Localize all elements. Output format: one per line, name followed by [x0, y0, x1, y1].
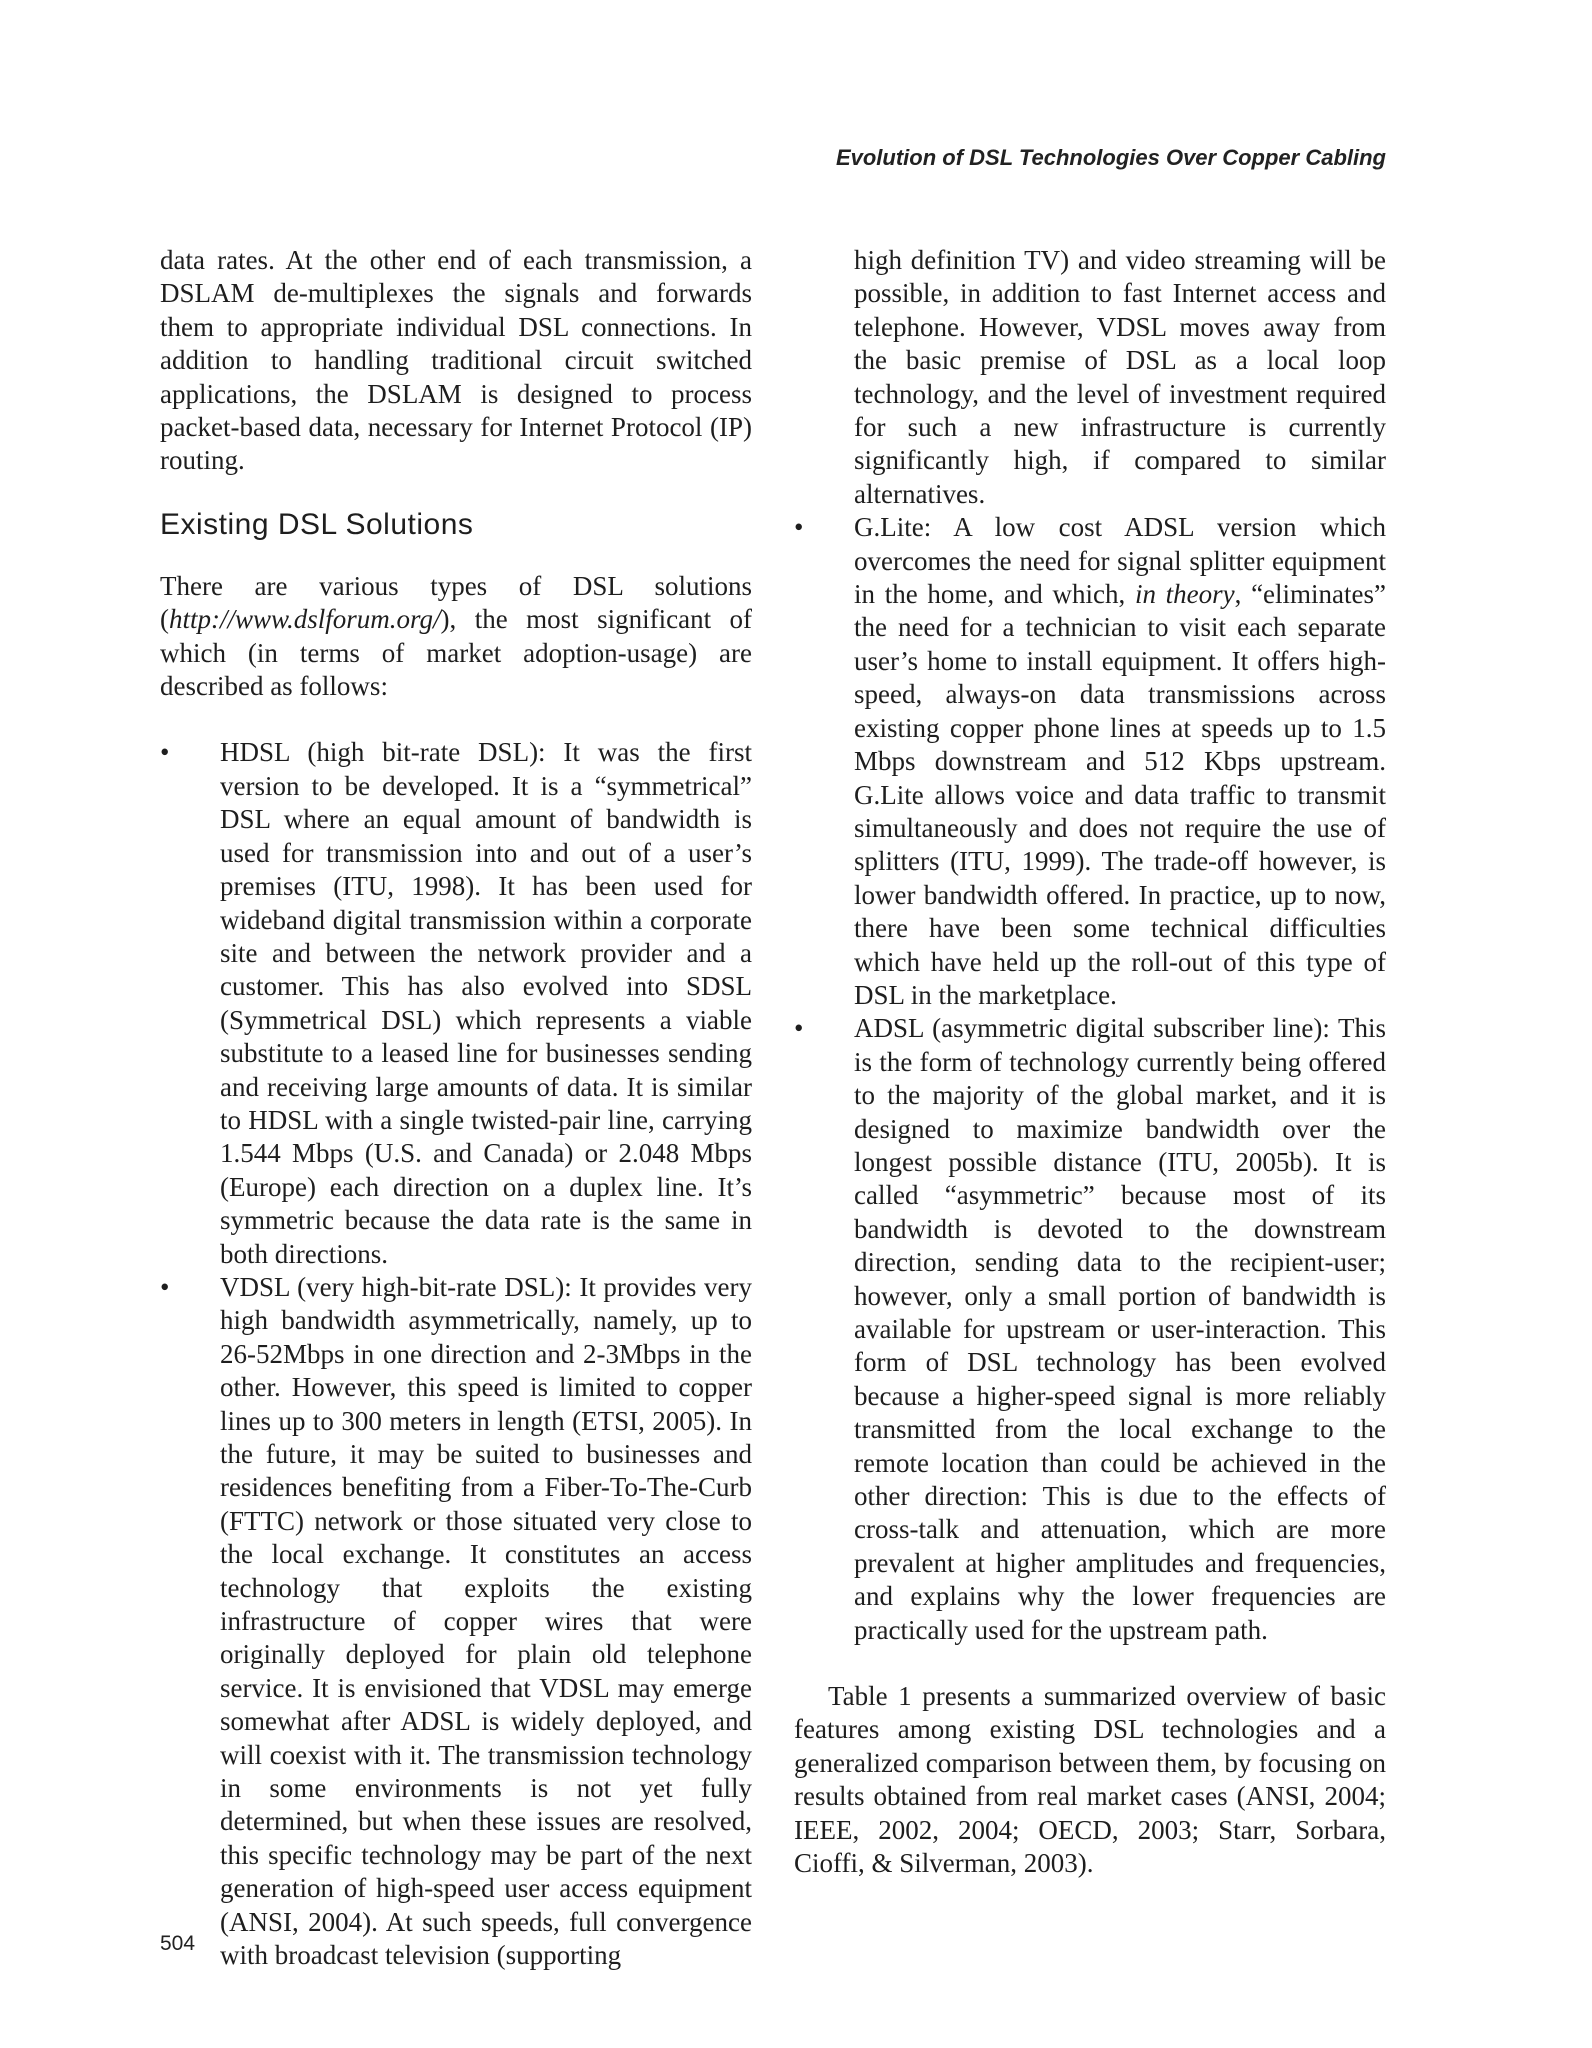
bullet-glyph: •: [794, 1013, 804, 1044]
bullet-glyph: •: [160, 737, 170, 768]
section-heading: Existing DSL Solutions: [160, 507, 474, 541]
table-summary-paragraph: Table 1 presents a summarized overview of basic features among existing DSL technologies and a generalized comparison between them, by focusing on results obtained from real market cases (ANSI, 2004; IEEE, 2002, 2004; OECD, 2003; Starr, Sorbara, Cioffi, & Silverman, 2003).: [794, 1681, 1386, 1879]
glite-text-end: , “eliminates” the need for a technician to visit each separate user’s home to install equipment. It offers high-speed, always-on data transmissions across existing copper phone lines at speeds up to 1.5 Mbps downstream and 512 Kbps upstream. G.Lite allows voice and data traffic to transmit simultaneously and does not require the use of splitters (ITU, 1999). The trade-off however, is lower bandwidth offered. In practice, up to now, there have been some technical difficulties which have held up the roll-out of this type of DSL in the marketplace.: [854, 579, 1387, 1010]
vdsl-text: VDSL (very high-bit-rate DSL): It provides very high bandwidth asymmetrically, namely, up to 26-52Mbps in one direction and 2-3Mbps in the other. However, this speed is limited to copper lines up to 300 meters in length (ETSI, 2005). In the future, it may be suited to businesses and residences benefiting from a Fiber-To-The-Curb (FTTC) network or those situated very close to the local exchange. It constitutes an access technology that exploits the existing infrastructure of copper wires that were originally deployed for plain old telephone service. It is envisioned that VDSL may emerge somewhat after ADSL is widely deployed, and will coexist with it. The transmission technology in some environments is not yet fully determined, but when these issues are resolved, this specific technology may be part of the next generation of high-speed user access equipment (ANSI, 2004). At such speeds, full convergence with broadcast television (supporting: [220, 1271, 752, 1971]
list-item-glite: [794, 511, 1386, 1012]
list-item-adsl: [794, 1012, 1386, 1647]
solutions-intro-text-end: ), the most significant of which (in terms of market adoption-usage) are described as follows:: [160, 604, 752, 702]
dsl-forum-link[interactable]: http://www.dslforum.org/: [169, 604, 441, 635]
bullet-glyph: •: [160, 1271, 170, 1302]
list-item-hdsl: [160, 736, 752, 1271]
solutions-intro-paragraph: [160, 570, 752, 704]
dsl-types-list-continued: [794, 244, 1386, 1647]
left-column: [160, 244, 752, 1973]
vdsl-continuation-text: high definition TV) and video streaming will be possible, in addition to fast Internet access and telephone. However, VDSL moves away from the basic premise of DSL as a local loop technology, and the level of investment required for such a new infrastructure is currently significantly high, if compared to similar alternatives.: [854, 245, 1386, 509]
glite-text: G.Lite: A low cost ADSL version which overcomes the need for signal splitter equipment in the home, and which,: [854, 512, 1386, 610]
bullet-glyph: •: [794, 512, 804, 543]
intro-paragraph: data rates. At the other end of each transmission, a DSLAM de-multiplexes the signals and forwards them to appropriate individual DSL connections. In addition to handling traditional circuit switched applications, the DSLAM is designed to process packet-based data, necessary for Internet Protocol (IP) routing.: [160, 245, 752, 476]
glite-emphasis: in theory: [1134, 579, 1235, 610]
running-header: Evolution of DSL Technologies Over Copper Cabling: [835, 145, 1386, 170]
list-item-vdsl: [160, 1271, 752, 1973]
hdsl-text: HDSL (high bit-rate DSL): It was the first version to be developed. It is a “symmetrical” DSL where an equal amount of bandwidth is used for transmission into and out of a user’s premises (ITU, 1998). It has been used for wideband digital transmission within a corporate site and between the network provider and a customer. This has also evolved into SDSL (Symmetrical DSL) which represents a viable substitute to a leased line for businesses sending and receiving large amounts of data. It is similar to HDSL with a single twisted-pair line, carrying 1.544 Mbps (U.S. and Canada) or 2.048 Mbps (Europe) each direction on a duplex line. It’s symmetric because the data rate is the same in both directions.: [220, 737, 752, 1269]
dsl-types-list: [160, 736, 752, 1972]
list-item-vdsl-continued: [794, 244, 1386, 511]
adsl-text: ADSL (asymmetric digital subscriber line): This is the form of technology currently being offered to the majority of the global market, and it is designed to maximize bandwidth over the longest possible distance (ITU, 2005b). It is called “asymmetric” because most of its bandwidth is devoted to the downstream direction, sending data to the recipient-user; however, only a small portion of bandwidth is available for upstream or user-interaction. This form of DSL technology has been evolved because a higher-speed signal is more reliably transmitted from the local exchange to the remote location than could be achieved in the other direction: This is due to the effects of cross-talk and attenuation, which are more prevalent at higher amplitudes and frequencies, and explains why the lower frequencies are practically used for the upstream path.: [854, 1013, 1386, 1645]
right-column: [794, 244, 1386, 1881]
page-number: 504: [160, 1932, 196, 1955]
solutions-intro-text: There are various types of DSL solutions (: [160, 570, 752, 635]
